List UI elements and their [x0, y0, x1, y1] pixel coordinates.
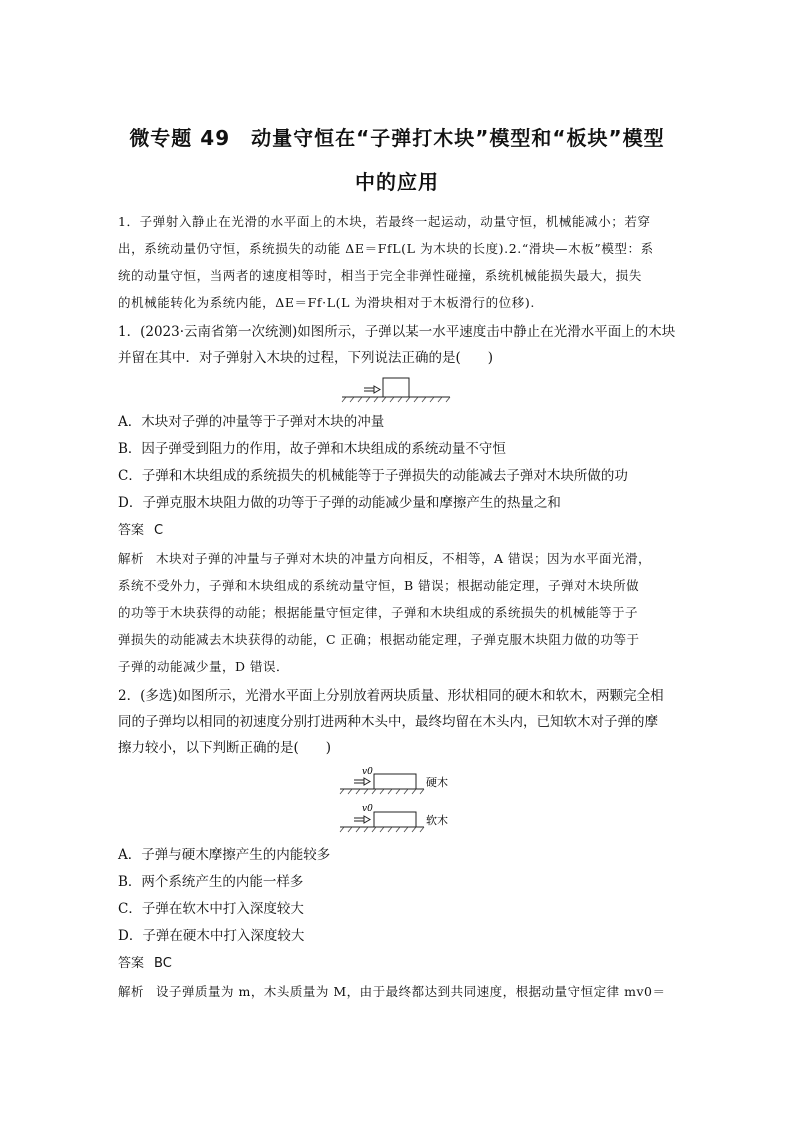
- analysis-label: 解析: [118, 984, 145, 999]
- ground-hatch: [342, 397, 450, 402]
- intro-line: 出，系统动量仍守恒，系统损失的动能 ΔE＝FfL(L 为木块的长度).2.“滑块—木板”模型：系: [118, 241, 654, 256]
- q1-analysis-line: 弹损失的动能减去木块获得的动能，C 正确；根据动能定理，子弹克服木块阻力做的功等于: [118, 632, 640, 647]
- answer-label: 答案: [118, 523, 145, 538]
- bullet-icon: [354, 816, 370, 823]
- q2-option-c: C．子弹在软木中打入深度较大: [118, 901, 304, 917]
- bullet-icon: [354, 778, 370, 785]
- intro-line: 统的动量守恒，当两者的速度相等时，相当于完全非弹性碰撞，系统机械能损失最大，损失: [118, 268, 643, 283]
- bullet-icon: [364, 386, 380, 393]
- q2-analysis-line: 解析 设子弹质量为 m，木头质量为 M，由于最终都达到共同速度，根据动量守恒定律 mv0＝: [118, 984, 666, 999]
- q1-stem: 并留在其中．对子弹射入木块的过程，下列说法正确的是( ): [118, 350, 494, 366]
- intro-line: 的机械能转化为系统内能，ΔE＝Ff·L(L 为滑块相对于木板滑行的位移).: [118, 295, 535, 310]
- q1-analysis-line: 解析 木块对子弹的冲量与子弹对木块的冲量方向相反，不相等，A 错误；因为水平面光滑，: [118, 551, 652, 566]
- ground-hatch: [340, 827, 424, 832]
- velocity-label: v0: [362, 767, 373, 777]
- q2-stem: 擦力较小，以下判断正确的是( ): [118, 740, 332, 756]
- intro-line: 1．子弹射入静止在光滑的水平面上的木块，若最终一起运动，动量守恒，机械能减小；若穿: [118, 214, 651, 229]
- q2-stem: 同的子弹均以相同的初速度分别打进两种木头中，最终均留在木头内，已知软木对子弹的摩: [118, 714, 658, 730]
- q2-answer: [118, 954, 678, 974]
- hardwood-label: 硬木: [426, 776, 448, 789]
- softwood-label: 软木: [426, 814, 448, 827]
- q2-option-b: B．两个系统产生的内能一样多: [118, 874, 304, 890]
- page-title-line2: 中的应用: [355, 170, 439, 194]
- q1-option-a: A．木块对子弹的冲量等于子弹对木块的冲量: [118, 414, 385, 430]
- wood-block: [383, 378, 409, 397]
- q1-answer: [118, 521, 678, 541]
- q1-analysis-line: 子弹的动能减少量，D 错误．: [118, 659, 289, 674]
- q2-option-a: A．子弹与硬木摩擦产生的内能较多: [118, 847, 331, 863]
- answer-value: BC: [154, 956, 172, 971]
- q2-stem: 2．(多选)如图所示，光滑水平面上分别放着两块质量、形状相同的硬木和软木，两颗完全相: [118, 688, 664, 704]
- answer-label: 答案: [118, 956, 145, 971]
- answer-value: C: [154, 523, 164, 538]
- q1-bullet-block-figure: [340, 374, 452, 404]
- ground-hatch: [340, 789, 424, 794]
- q1-analysis-line: 系统不受外力，子弹和木块组成的系统动量守恒，B 错误；根据动能定理，子弹对木块所做: [118, 578, 640, 593]
- q2-option-d: D．子弹在硬木中打入深度较大: [118, 928, 305, 944]
- q2-figure: [338, 764, 460, 836]
- page-title-line1: 微专题 49 动量守恒在“子弹打木块”模型和“板块”模型: [129, 126, 665, 150]
- q1-stem: 1．(2023·云南省第一次统测)如图所示，子弹以某一水平速度击中静止在光滑水平面上的木块: [118, 324, 676, 340]
- velocity-label: v0: [362, 804, 373, 814]
- q1-option-c: C．子弹和木块组成的系统损失的机械能等于子弹损失的动能减去子弹对木块所做的功: [118, 468, 628, 484]
- hardwood-block: [374, 774, 416, 789]
- q1-option-b: B．因子弹受到阻力的作用，故子弹和木块组成的系统动量不守恒: [118, 441, 506, 457]
- analysis-label: 解析: [118, 551, 145, 566]
- q1-option-d: D．子弹克服木块阻力做的功等于子弹的动能减少量和摩擦产生的热量之和: [118, 495, 561, 511]
- q1-analysis-line: 的功等于木块获得的动能；根据能量守恒定律，子弹和木块组成的系统损失的机械能等于子: [118, 605, 639, 620]
- softwood-block: [374, 812, 416, 827]
